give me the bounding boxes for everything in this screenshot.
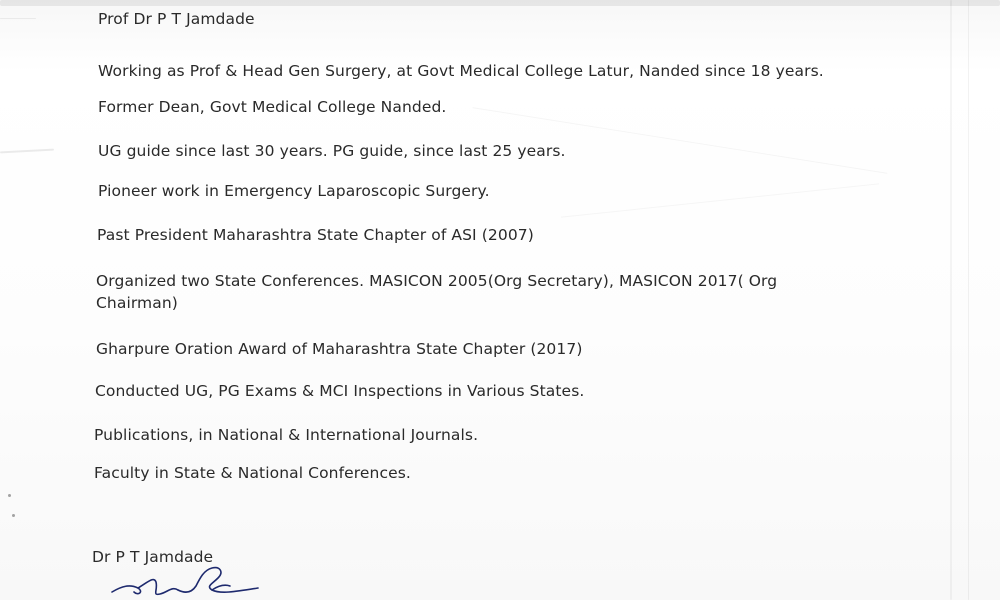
paper-top-edge-shadow	[0, 0, 1000, 6]
credential-item: Former Dean, Govt Medical College Nanded.	[98, 98, 447, 116]
credential-item: Faculty in State & National Conferences.	[94, 464, 411, 482]
paper-speck	[12, 514, 15, 517]
paper-fold-mark	[950, 0, 952, 600]
paper-speck	[8, 494, 11, 497]
handwritten-signature	[108, 562, 268, 600]
credential-item: Working as Prof & Head Gen Surgery, at Govt Medical College Latur, Nanded since 18 years.	[98, 62, 824, 80]
credential-item: Past President Maharashtra State Chapter of ASI (2007)	[97, 226, 534, 244]
signatory-name: Dr P T Jamdade	[92, 548, 214, 566]
credential-item: Organized two State Conferences. MASICON 2005(Org Secretary), MASICON 2017( Org Chairman)	[96, 272, 778, 312]
credential-item: Pioneer work in Emergency Laparoscopic Surgery.	[98, 182, 490, 200]
credential-item: Publications, in National & International Journals.	[94, 426, 479, 444]
paper-crease	[561, 183, 879, 217]
paper-fold-mark	[0, 18, 36, 19]
credential-item: Conducted UG, PG Exams & MCI Inspections in Various States.	[95, 382, 585, 400]
paper-fold-mark	[968, 0, 969, 600]
paper-fold-mark	[0, 149, 54, 154]
document-header-name: Prof Dr P T Jamdade	[98, 10, 255, 28]
credential-item: UG guide since last 30 years. PG guide, since last 25 years.	[98, 142, 566, 160]
credential-item: Gharpure Oration Award of Maharashtra State Chapter (2017)	[96, 340, 583, 358]
